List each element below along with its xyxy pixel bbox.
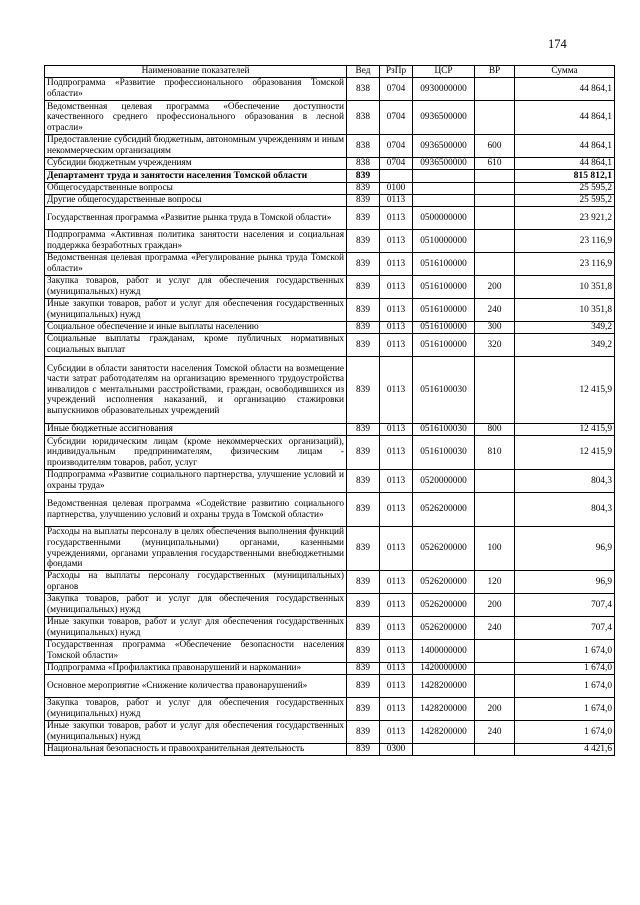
table-row	[45, 276, 615, 299]
cell-ved: 839	[347, 357, 380, 424]
cell-sum: 12 415,9	[515, 424, 615, 436]
cell-sum: 1 674,0	[515, 721, 615, 744]
cell-vr	[475, 230, 515, 253]
table-row	[45, 357, 615, 424]
table-row	[45, 617, 615, 640]
table-row	[45, 675, 615, 698]
cell-name: Закупка товаров, работ и услуг для обеспечения государственных (муниципальных) нужд	[45, 698, 347, 721]
cell-ved: 838	[347, 78, 380, 101]
table-row	[45, 78, 615, 101]
cell-name: Ведомственная целевая программа «Обеспечение доступности качественного среднего профессионального образования в лесной отрасли»	[45, 101, 347, 135]
cell-csr: 0516100000	[413, 253, 475, 276]
cell-ved: 839	[347, 253, 380, 276]
cell-rzpr: 0113	[380, 721, 413, 744]
cell-name: Субсидии юридическим лицам (кроме некоммерческих организаций), индивидуальным предпринимателям, физическим лицам - производителям товаров, работ, услуг	[45, 436, 347, 470]
cell-csr: 0516100000	[413, 299, 475, 322]
cell-sum: 10 351,8	[515, 299, 615, 322]
cell-vr: 200	[475, 698, 515, 721]
cell-rzpr: 0113	[380, 527, 413, 571]
table-row	[45, 493, 615, 527]
cell-name: Другие общегосударственные вопросы	[45, 195, 347, 207]
cell-name: Подпрограмма «Активная политика занятости населения и социальная поддержка безработных граждан»	[45, 230, 347, 253]
cell-vr: 120	[475, 571, 515, 594]
cell-vr	[475, 675, 515, 698]
cell-vr	[475, 207, 515, 230]
cell-vr	[475, 470, 515, 493]
cell-csr: 1428200000	[413, 698, 475, 721]
cell-sum: 25 595,2	[515, 195, 615, 207]
cell-rzpr: 0113	[380, 617, 413, 640]
table-row	[45, 195, 615, 207]
cell-vr	[475, 357, 515, 424]
cell-rzpr: 0113	[380, 675, 413, 698]
cell-rzpr: 0113	[380, 698, 413, 721]
cell-csr: 1428200000	[413, 721, 475, 744]
cell-rzpr: 0300	[380, 744, 413, 756]
cell-vr: 300	[475, 322, 515, 334]
cell-ved: 839	[347, 230, 380, 253]
cell-name: Подпрограмма «Профилактика правонарушений и наркомании»	[45, 663, 347, 675]
table-row	[45, 207, 615, 230]
table-row	[45, 594, 615, 617]
cell-sum: 804,3	[515, 470, 615, 493]
cell-ved: 839	[347, 207, 380, 230]
cell-sum: 23 921,2	[515, 207, 615, 230]
cell-vr	[475, 101, 515, 135]
cell-sum: 1 674,0	[515, 698, 615, 721]
cell-sum: 23 116,9	[515, 230, 615, 253]
cell-rzpr: 0113	[380, 207, 413, 230]
cell-sum: 10 351,8	[515, 276, 615, 299]
cell-ved: 839	[347, 334, 380, 357]
cell-csr: 0516100030	[413, 436, 475, 470]
cell-ved: 838	[347, 135, 380, 158]
cell-ved: 839	[347, 594, 380, 617]
cell-csr: 0526200000	[413, 527, 475, 571]
column-header-vr: ВР	[475, 66, 515, 78]
cell-csr: 0936500000	[413, 101, 475, 135]
cell-ved: 839	[347, 322, 380, 334]
cell-csr: 1420000000	[413, 663, 475, 675]
cell-name: Подпрограмма «Развитие социального партнерства, улучшение условий и охраны труда»	[45, 470, 347, 493]
cell-name: Субсидии в области занятости населения Томской области на возмещение части затрат работодателям на организацию временного трудоустройства инвалидов с ментальными расстройствами, граждан, освободившихся из учреждений исполнения наказаний, и организацию стажировки выпускников образовательных учреждений	[45, 357, 347, 424]
cell-csr: 0936500000	[413, 135, 475, 158]
cell-sum: 12 415,9	[515, 357, 615, 424]
cell-csr: 0930000000	[413, 78, 475, 101]
cell-ved: 839	[347, 170, 380, 183]
cell-name: Департамент труда и занятости населения Томской области	[45, 170, 347, 183]
cell-name: Расходы на выплаты персоналу в целях обеспечения выполнения функций государственными (муниципальными) органами, казенными учреждениями, органами управления государственными внебюджетными фондами	[45, 527, 347, 571]
cell-name: Иные закупки товаров, работ и услуг для обеспечения государственных (муниципальных) нужд	[45, 299, 347, 322]
table-row	[45, 640, 615, 663]
cell-sum: 1 674,0	[515, 663, 615, 675]
cell-rzpr: 0704	[380, 158, 413, 170]
cell-vr: 610	[475, 158, 515, 170]
cell-csr: 0936500000	[413, 158, 475, 170]
cell-rzpr: 0113	[380, 334, 413, 357]
cell-csr: 0526200000	[413, 617, 475, 640]
table-row	[45, 424, 615, 436]
page-number: 174	[548, 37, 567, 51]
cell-csr: 0516100000	[413, 322, 475, 334]
table-row	[45, 299, 615, 322]
table-row	[45, 470, 615, 493]
table-row	[45, 322, 615, 334]
cell-vr: 100	[475, 527, 515, 571]
cell-csr	[413, 195, 475, 207]
cell-ved: 838	[347, 101, 380, 135]
cell-sum: 1 674,0	[515, 675, 615, 698]
table-row	[45, 183, 615, 195]
cell-ved: 838	[347, 158, 380, 170]
cell-rzpr: 0113	[380, 571, 413, 594]
cell-sum: 804,3	[515, 493, 615, 527]
cell-name: Социальное обеспечение и иные выплаты населению	[45, 322, 347, 334]
cell-sum: 4 421,6	[515, 744, 615, 756]
cell-ved: 839	[347, 436, 380, 470]
cell-sum: 12 415,9	[515, 436, 615, 470]
cell-sum: 44 864,1	[515, 101, 615, 135]
cell-sum: 707,4	[515, 617, 615, 640]
cell-ved: 839	[347, 744, 380, 756]
cell-ved: 839	[347, 195, 380, 207]
cell-ved: 839	[347, 640, 380, 663]
cell-vr	[475, 183, 515, 195]
cell-ved: 839	[347, 675, 380, 698]
cell-ved: 839	[347, 183, 380, 195]
cell-sum: 44 864,1	[515, 78, 615, 101]
cell-name: Государственная программа «Обеспечение безопасности населения Томской области»	[45, 640, 347, 663]
cell-sum: 707,4	[515, 594, 615, 617]
cell-csr	[413, 744, 475, 756]
cell-sum: 23 116,9	[515, 253, 615, 276]
table-row	[45, 436, 615, 470]
cell-rzpr: 0113	[380, 276, 413, 299]
cell-name: Ведомственная целевая программа «Содействие развитию социального партнерства, улучшению условий и охраны труда в Томской области»	[45, 493, 347, 527]
cell-rzpr: 0113	[380, 436, 413, 470]
cell-csr	[413, 183, 475, 195]
cell-sum: 815 812,1	[515, 170, 615, 183]
table-row	[45, 744, 615, 756]
cell-name: Иные закупки товаров, работ и услуг для обеспечения государственных (муниципальных) нужд	[45, 721, 347, 744]
table-row	[45, 527, 615, 571]
cell-sum: 1 674,0	[515, 640, 615, 663]
table-row	[45, 721, 615, 744]
cell-vr	[475, 78, 515, 101]
cell-rzpr: 0704	[380, 135, 413, 158]
cell-ved: 839	[347, 571, 380, 594]
cell-name: Расходы на выплаты персоналу государственных (муниципальных) органов	[45, 571, 347, 594]
cell-rzpr: 0113	[380, 299, 413, 322]
cell-sum: 96,9	[515, 527, 615, 571]
cell-csr: 0520000000	[413, 470, 475, 493]
table-row	[45, 663, 615, 675]
cell-vr: 600	[475, 135, 515, 158]
cell-rzpr: 0113	[380, 640, 413, 663]
cell-vr	[475, 493, 515, 527]
cell-name: Подпрограмма «Развитие профессионального образования Томской области»	[45, 78, 347, 101]
cell-rzpr: 0113	[380, 663, 413, 675]
cell-rzpr: 0704	[380, 101, 413, 135]
column-header-rzpr: РзПр	[380, 66, 413, 78]
cell-ved: 839	[347, 470, 380, 493]
cell-csr: 0526200000	[413, 594, 475, 617]
table-row	[45, 158, 615, 170]
cell-vr: 800	[475, 424, 515, 436]
cell-vr: 320	[475, 334, 515, 357]
cell-rzpr: 0113	[380, 594, 413, 617]
column-header-name: Наименование показателей	[45, 66, 347, 78]
table-row	[45, 253, 615, 276]
cell-sum: 349,2	[515, 322, 615, 334]
cell-vr: 810	[475, 436, 515, 470]
cell-csr: 0516100030	[413, 357, 475, 424]
table-row	[45, 230, 615, 253]
column-header-ved: Вед	[347, 66, 380, 78]
cell-rzpr: 0113	[380, 322, 413, 334]
cell-ved: 839	[347, 721, 380, 744]
cell-csr: 0516100000	[413, 276, 475, 299]
cell-rzpr: 0704	[380, 78, 413, 101]
cell-rzpr: 0113	[380, 424, 413, 436]
cell-csr: 1428200000	[413, 675, 475, 698]
cell-name: Предоставление субсидий бюджетным, автономным учреждениям и иным некоммерческим организациям	[45, 135, 347, 158]
cell-name: Основное мероприятие «Снижение количества правонарушений»	[45, 675, 347, 698]
cell-vr	[475, 195, 515, 207]
cell-vr	[475, 640, 515, 663]
cell-ved: 839	[347, 276, 380, 299]
cell-rzpr: 0113	[380, 357, 413, 424]
cell-ved: 839	[347, 527, 380, 571]
cell-csr: 0500000000	[413, 207, 475, 230]
column-header-sum: Сумма	[515, 66, 615, 78]
cell-vr	[475, 744, 515, 756]
column-header-csr: ЦСР	[413, 66, 475, 78]
cell-vr: 200	[475, 594, 515, 617]
table-row	[45, 571, 615, 594]
cell-name: Закупка товаров, работ и услуг для обеспечения государственных (муниципальных) нужд	[45, 594, 347, 617]
cell-ved: 839	[347, 299, 380, 322]
cell-sum: 25 595,2	[515, 183, 615, 195]
cell-vr: 240	[475, 617, 515, 640]
cell-rzpr: 0113	[380, 195, 413, 207]
cell-csr: 0526200000	[413, 571, 475, 594]
cell-ved: 839	[347, 424, 380, 436]
cell-ved: 839	[347, 663, 380, 675]
cell-ved: 839	[347, 698, 380, 721]
cell-name: Ведомственная целевая программа «Регулирование рынка труда Томской области»	[45, 253, 347, 276]
cell-csr: 0526200000	[413, 493, 475, 527]
table-row	[45, 101, 615, 135]
cell-rzpr: 0113	[380, 493, 413, 527]
cell-name: Общегосударственные вопросы	[45, 183, 347, 195]
cell-sum: 349,2	[515, 334, 615, 357]
table-row	[45, 698, 615, 721]
cell-sum: 96,9	[515, 571, 615, 594]
cell-name: Социальные выплаты гражданам, кроме публичных нормативных социальных выплат	[45, 334, 347, 357]
cell-name: Закупка товаров, работ и услуг для обеспечения государственных (муниципальных) нужд	[45, 276, 347, 299]
cell-vr	[475, 663, 515, 675]
cell-name: Субсидии бюджетным учреждениям	[45, 158, 347, 170]
cell-rzpr: 0113	[380, 230, 413, 253]
table-row	[45, 135, 615, 158]
cell-ved: 839	[347, 617, 380, 640]
cell-vr	[475, 253, 515, 276]
cell-csr: 0516100000	[413, 334, 475, 357]
cell-csr	[413, 170, 475, 183]
table-row	[45, 170, 615, 183]
cell-csr: 1400000000	[413, 640, 475, 663]
cell-rzpr: 0113	[380, 470, 413, 493]
cell-rzpr: 0113	[380, 253, 413, 276]
budget-table	[44, 65, 615, 756]
cell-name: Иные бюджетные ассигнования	[45, 424, 347, 436]
cell-vr: 240	[475, 721, 515, 744]
table-row	[45, 334, 615, 357]
cell-name: Государственная программа «Развитие рынка труда в Томской области»	[45, 207, 347, 230]
cell-name: Иные закупки товаров, работ и услуг для обеспечения государственных (муниципальных) нужд	[45, 617, 347, 640]
cell-rzpr: 0100	[380, 183, 413, 195]
cell-vr: 200	[475, 276, 515, 299]
cell-csr: 0516100030	[413, 424, 475, 436]
cell-csr: 0510000000	[413, 230, 475, 253]
table-header-row	[45, 66, 615, 78]
cell-vr: 240	[475, 299, 515, 322]
cell-vr	[475, 170, 515, 183]
cell-sum: 44 864,1	[515, 158, 615, 170]
cell-sum: 44 864,1	[515, 135, 615, 158]
cell-ved: 839	[347, 493, 380, 527]
cell-rzpr	[380, 170, 413, 183]
cell-name: Национальная безопасность и правоохранительная деятельность	[45, 744, 347, 756]
